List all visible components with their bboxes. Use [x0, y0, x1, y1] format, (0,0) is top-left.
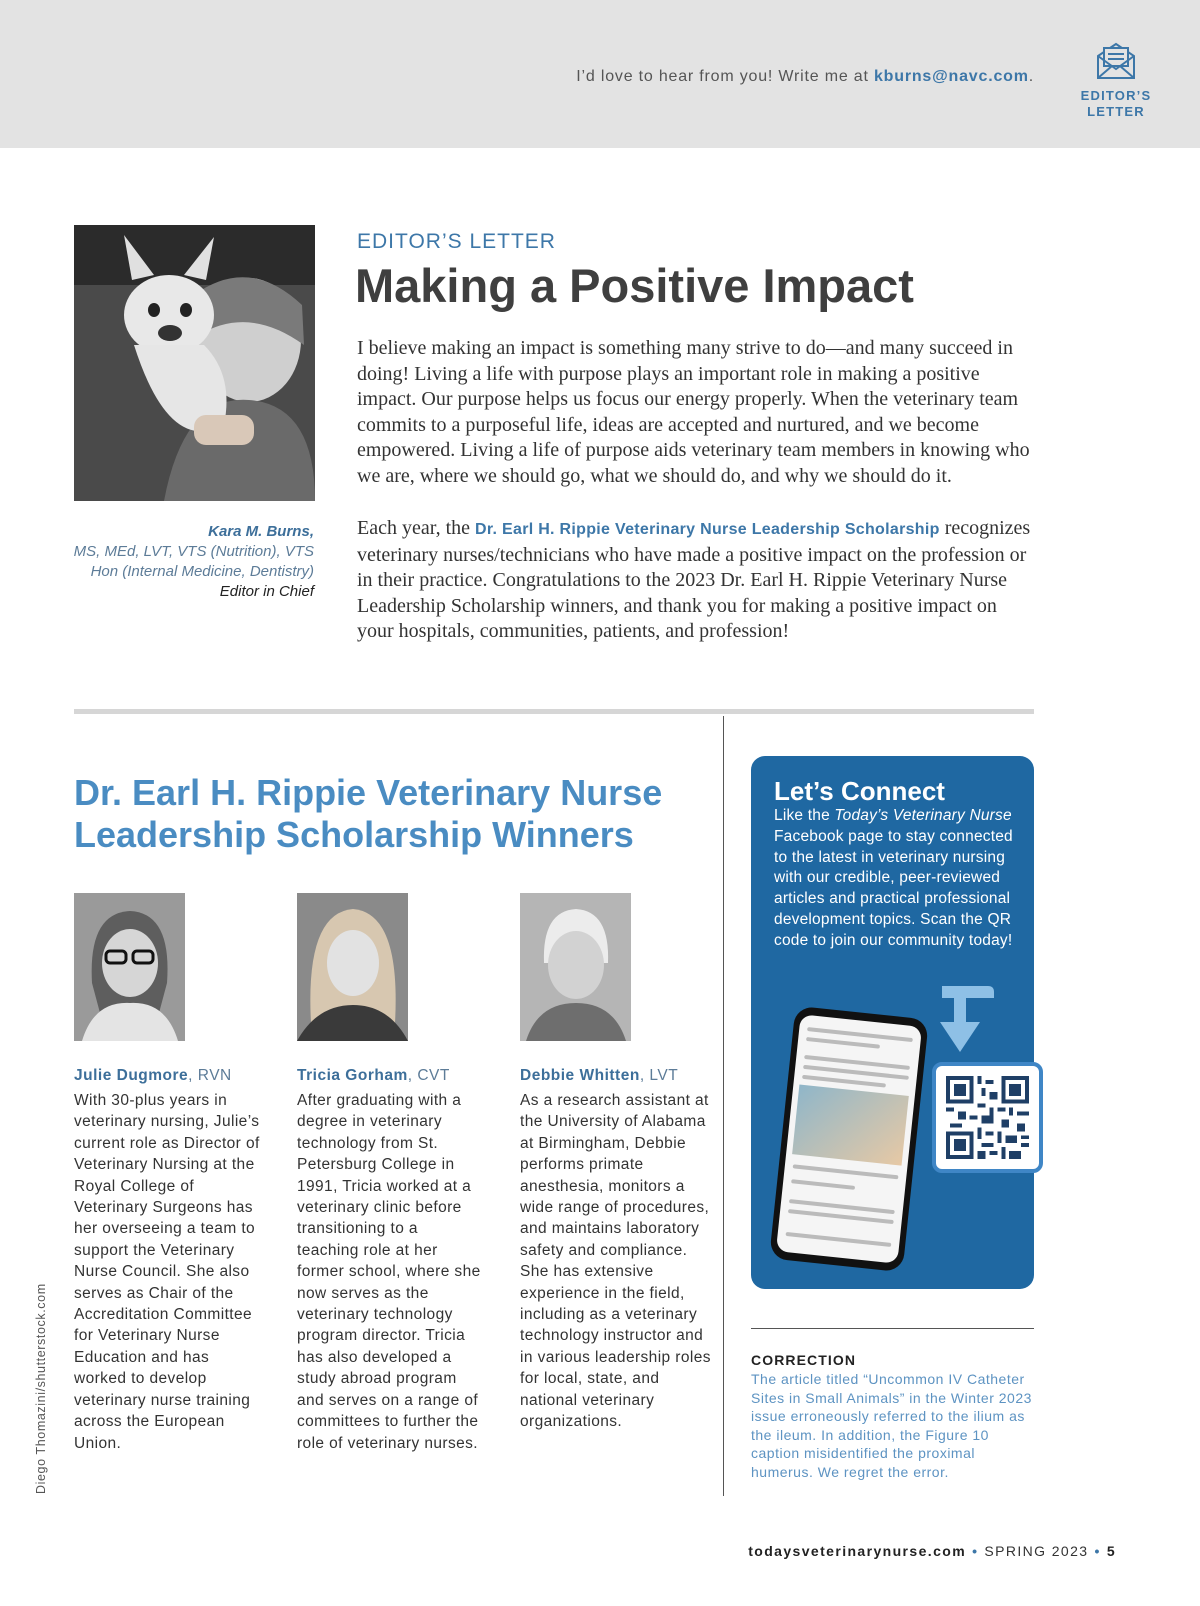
phone-line — [793, 1164, 899, 1179]
scholarship-name-highlight: Dr. Earl H. Rippie Veterinary Nurse Leadership Scholarship — [475, 521, 940, 538]
winner-name-text: Tricia Gorham — [297, 1067, 408, 1084]
letter-paragraph-2 — [357, 516, 1037, 645]
envelope-icon — [1094, 38, 1138, 82]
correction-divider — [751, 1328, 1034, 1329]
paragraph-2-rest: recognizes veterinary nurses/technicians who have made a positive impact on the profession or in their practice. Congratulations to the 2023 Dr. Earl H. Rippie Veterinary Nurse Leadership Scholarship winners, and thank you for making a positive impact on your hospitals, communities, patients, and profession! — [357, 517, 1031, 643]
paragraph-2-lead: Each year, the — [357, 517, 476, 539]
phone-line — [786, 1232, 892, 1247]
winner-photo-illustration — [297, 893, 408, 1041]
phone-line — [806, 1037, 880, 1049]
editor-credentials: MS, MEd, LVT, VTS (Nutrition), VTS Hon (Internal Medicine, Dentistry) — [73, 543, 314, 580]
winner-credential: , CVT — [407, 1067, 450, 1084]
letter-kicker: EDITOR’S LETTER — [357, 230, 556, 253]
section-tab-label[interactable]: EDITOR’S LETTER — [1080, 88, 1152, 119]
photo-credit: Diego Thomazini/shutterstock.com — [34, 1283, 48, 1494]
footer-site-link[interactable]: todaysveterinarynurse.com — [748, 1543, 967, 1559]
phone-post-image — [792, 1085, 909, 1166]
magazine-name: Today’s Veterinary Nurse — [834, 807, 1012, 824]
winner-name-tricia — [297, 1067, 450, 1085]
letter-paragraph-1: I believe making an impact is something many strive to do—and many succeed in doing! Living a life with purpose plays an important role in making a positive impact. Our purpose helps us focus our energy properly. When the veterinary team commits to a purposeful life, ideas are accepted and nurtured, and we become empowered. Living a life of purpose aids veterinary team members in knowing who we are, where we should go, what we should do, and why we should do it. — [357, 337, 1030, 487]
winner-name-text: Debbie Whitten — [520, 1067, 640, 1084]
winner-credential: , RVN — [188, 1067, 232, 1084]
editor-name-comma: , — [309, 523, 314, 540]
footer-bullet: • — [972, 1543, 979, 1559]
editor-name: Kara M. Burns — [208, 523, 310, 540]
winner-photo-illustration — [74, 893, 185, 1041]
editor-photo — [74, 225, 315, 501]
page-title: Making a Positive Impact — [355, 259, 914, 312]
editor-role: Editor in Chief — [219, 583, 314, 600]
editor-photo-illustration — [74, 225, 315, 501]
winner-name-julie — [74, 1067, 232, 1085]
winner-name-text: Julie Dugmore — [74, 1067, 189, 1084]
winner-name-debbie — [520, 1067, 678, 1085]
footer-issue: SPRING 2023 — [984, 1543, 1089, 1559]
winner-photo-illustration — [520, 893, 631, 1041]
page-number: 5 — [1106, 1543, 1116, 1559]
qr-code-icon — [946, 1076, 1029, 1159]
contact-line — [576, 68, 1034, 86]
phone-mockup — [769, 1006, 929, 1273]
connect-body-rest: Facebook page to stay connected to the latest in veterinary nursing with our credible, peer-reviewed articles and practical professional development topics. Scan the QR code to join our community today! — [774, 827, 1013, 949]
qr-code[interactable] — [932, 1062, 1043, 1173]
column-divider — [723, 716, 724, 1496]
phone-screen — [776, 1014, 922, 1263]
winner-bio-debbie: As a research assistant at the University of Alabama at Birmingham, Debbie performs primate anesthesia, monitors a wide range of procedures, and maintains laboratory safety and compliance. She has extensive experience in the field, including as a veterinary technology instructor and in various leadership roles for local, state, and national veterinary organizations. — [520, 1092, 711, 1431]
winner-photo-tricia — [297, 893, 408, 1041]
winner-bio-julie: With 30-plus years in veterinary nursing, Julie’s current role as Director of Veterinary Nursing at the Royal College of Veterinary Surgeons has her overseeing a team to support the Veterinary Nurse Council. She also serves as Chair of the Accreditation Committee for Veterinary Nurse Education and has worked to develop veterinary nurse training across the European Union. — [74, 1092, 260, 1452]
section-divider — [74, 709, 1034, 714]
page-footer — [748, 1543, 1116, 1559]
phone-line — [791, 1179, 855, 1190]
winner-photo-debbie — [520, 893, 631, 1041]
connect-body-lead: Like the — [774, 807, 835, 824]
contact-prefix: I’d love to hear from you! Write me at — [576, 68, 874, 85]
footer-bullet: • — [1094, 1543, 1101, 1559]
correction-title: CORRECTION — [751, 1352, 857, 1368]
connect-title: Let’s Connect — [774, 776, 945, 806]
contact-email-link[interactable]: kburns@navc.com — [873, 68, 1029, 85]
winner-credential: , LVT — [639, 1067, 679, 1084]
editor-caption — [60, 522, 314, 602]
contact-suffix: . — [1028, 68, 1034, 85]
correction-body: The article titled “Uncommon IV Catheter Sites in Small Animals” in the Winter 2023 issue erroneously referred to the ilium as the ileum. In addition, the Figure 10 caption misidentified the proximal humerus. We regret the error. — [751, 1371, 1032, 1480]
arrow-down-icon — [940, 982, 996, 1054]
connect-body — [774, 806, 1024, 952]
winners-section-title: Dr. Earl H. Rippie Veterinary Nurse Leadership Scholarship Winners — [74, 772, 663, 855]
winner-bio-tricia: After graduating with a degree in veterinary technology from St. Petersburg College in 1991, Tricia worked at a veterinary clinic before transitioning to a teaching role at her former school, where she now serves as the veterinary technology program director. Tricia has also developed a study abroad program and serves on a range of committees to further the role of veterinary nurses. — [297, 1092, 481, 1452]
winner-photo-julie — [74, 893, 185, 1041]
